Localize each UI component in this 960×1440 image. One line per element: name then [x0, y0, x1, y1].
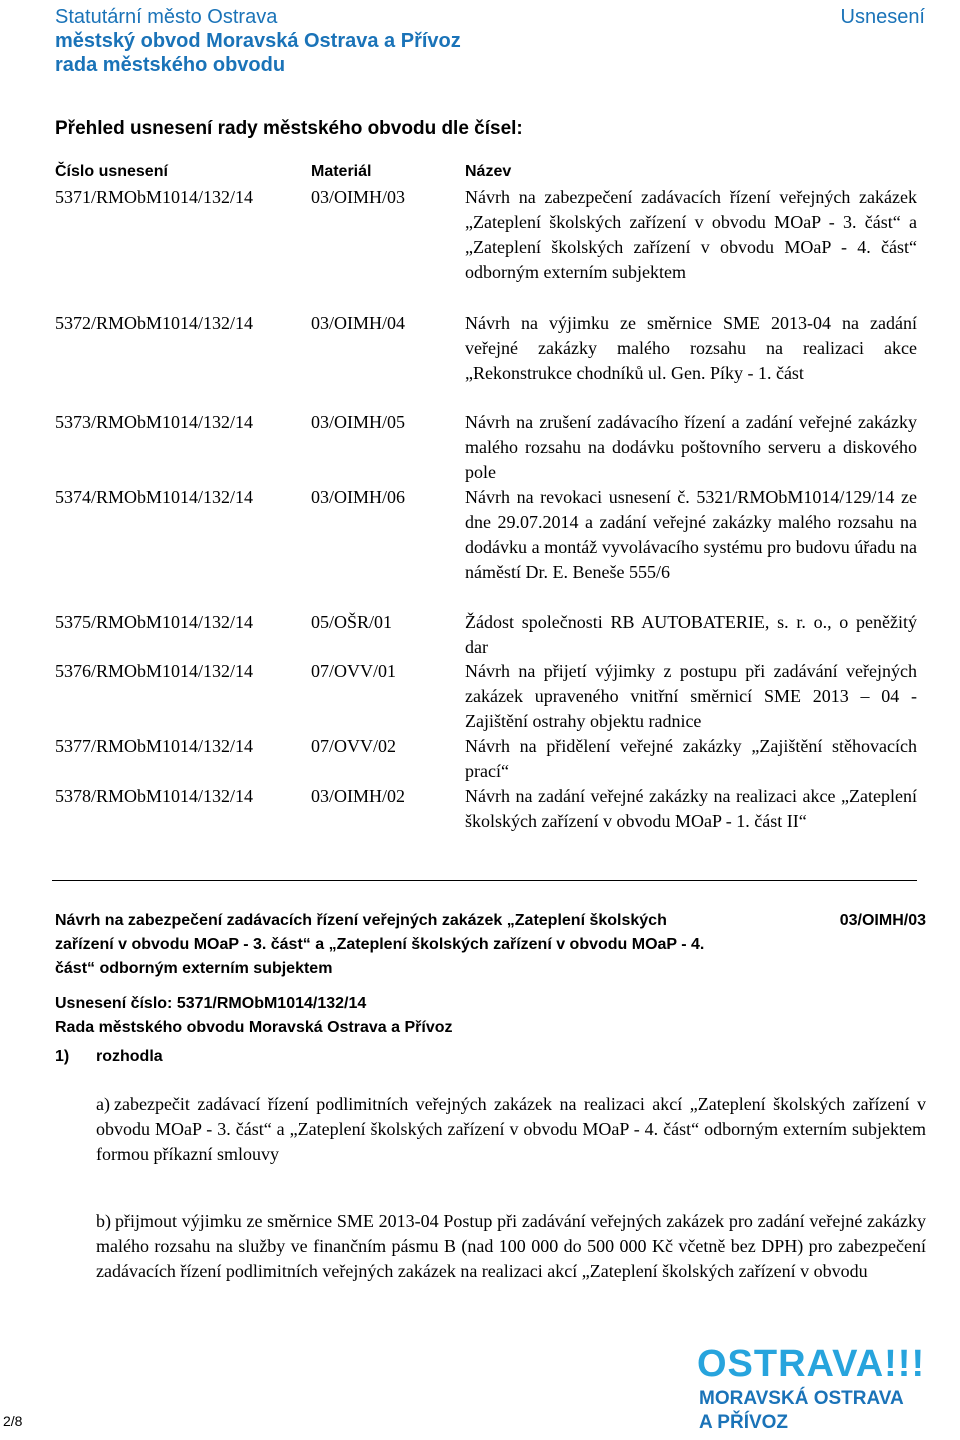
resolution-name: Návrh na zadání veřejné zakázky na realizaci akce „Zateplení školských zařízení v obvodu MOaP - 1. část II“: [465, 786, 917, 831]
ostrava-logo: [697, 1344, 957, 1438]
column-header-number: Číslo usnesení: [55, 163, 168, 180]
material-code: 03/OIMH/02: [311, 786, 405, 806]
column-header-name: Název: [465, 163, 512, 180]
resolution-number: 5375/RMObM1014/132/14: [55, 612, 254, 632]
material-code: 03/OIMH/05: [311, 412, 405, 432]
resolution-body: Rada městského obvodu Moravská Ostrava a Přívoz: [55, 1019, 453, 1036]
decision-item-label: b): [96, 1211, 111, 1231]
column-header-material: Materiál: [311, 163, 372, 180]
material-code: 07/OVV/02: [311, 736, 396, 756]
resolution-name: Návrh na revokaci usnesení č. 5321/RMObM1014/129/14 ze dne 29.07.2014 a zadání veřejné zakázky malého rozsahu na dodávku a montáž vyvolávacího systému pro budovu úřadu na náměstí Dr. E. Beneše 555/6: [465, 487, 917, 582]
resolution-material-code: 03/OIMH/03: [839, 912, 926, 929]
resolution-number: 5377/RMObM1014/132/14: [55, 736, 254, 756]
decision-item-text: zabezpečit zadávací řízení podlimitních veřejných zakázek na realizaci akcí „Zateplení školských zařízení v obvodu MOaP - 3. část“ a „Zateplení školských zařízení v obvodu MOaP - 4. část“ odborným externím subjektem formou příkazní smlouvy: [96, 1094, 926, 1164]
section-divider: [52, 880, 917, 881]
resolution-number: 5372/RMObM1014/132/14: [55, 313, 254, 333]
resolution-name: Návrh na zrušení zadávacího řízení a zadání veřejné zakázky malého rozsahu na dodávku poštovního serveru a diskového pole: [465, 412, 917, 482]
resolution-name: Návrh na výjimku ze směrnice SME 2013-04 na zadání veřejné zakázky malého rozsahu na realizaci akce „Rekonstrukce chodníků ul. Gen. Píky - 1. část: [465, 313, 917, 383]
material-code: 03/OIMH/06: [311, 487, 405, 507]
decision-item-text: přijmout výjimku ze směrnice SME 2013-04 Postup při zadávání veřejných zakázek pro zadání veřejné zakázky malého rozsahu na služby ve finančním pásmu B (nad 100 000 do 500 000 Kč včetně bez DPH) pro zabezpečení zadávacích řízení podlimitních veřejných zakázek na realizaci akcí „Zateplení školských zařízení v obvodu: [96, 1211, 926, 1281]
decision-item-label: a): [96, 1094, 110, 1114]
material-code: 05/OŠR/01: [311, 612, 393, 632]
resolution-name: Žádost společnosti RB AUTOBATERIE, s. r. o., o peněžitý dar: [465, 612, 917, 657]
resolution-number: 5378/RMObM1014/132/14: [55, 786, 254, 806]
resolution-number: 5373/RMObM1014/132/14: [55, 412, 254, 432]
logo-line-2: MORAVSKÁ OSTRAVA: [699, 1388, 904, 1409]
resolution-name: Návrh na zabezpečení zadávacích řízení veřejných zakázek „Zateplení školských zařízení v obvodu MOaP - 3. část“ a „Zateplení školských zařízení v obvodu MOaP - 4. část“ odborným externím subjektem: [465, 187, 917, 282]
council-name: rada městského obvodu: [55, 54, 286, 76]
resolution-name: Návrh na přidělení veřejné zakázky „Zajištění stěhovacích prací“: [465, 736, 917, 781]
district-name: městský obvod Moravská Ostrava a Přívoz: [55, 30, 461, 52]
page-number: 2/8: [3, 1413, 23, 1429]
logo-line-1: OSTRAVA!!!: [697, 1343, 926, 1385]
resolution-title: Návrh na zabezpečení zadávacích řízení veřejných zakázek „Zateplení školských zařízení v obvodu MOaP - 3. část“ a „Zateplení školských zařízení v obvodu MOaP - 4. část“ odborným externím subjektem: [55, 912, 705, 977]
decision-number: 1): [55, 1048, 70, 1065]
overview-title: Přehled usnesení rady městského obvodu dle čísel:: [55, 118, 523, 139]
decision-label: rozhodla: [96, 1048, 163, 1065]
resolution-number: 5376/RMObM1014/132/14: [55, 661, 254, 681]
resolution-number: 5371/RMObM1014/132/14: [55, 187, 254, 207]
material-code: 07/OVV/01: [311, 661, 396, 681]
resolution-number-line: Usnesení číslo: 5371/RMObM1014/132/14: [55, 995, 367, 1012]
decision-item: [96, 1092, 926, 1167]
logo-line-3: A PŘÍVOZ: [699, 1412, 789, 1433]
city-name: Statutární město Ostrava: [55, 6, 278, 28]
material-code: 03/OIMH/03: [311, 187, 405, 207]
material-code: 03/OIMH/04: [311, 313, 405, 333]
resolution-name: Návrh na přijetí výjimky z postupu při zadávání veřejných zakázek upraveného vnitřní směrnicí SME 2013 – 04 - Zajištění ostrahy objektu radnice: [465, 661, 917, 731]
decision-item: [96, 1209, 926, 1284]
document-type: Usnesení: [840, 6, 925, 28]
resolution-number: 5374/RMObM1014/132/14: [55, 487, 254, 507]
